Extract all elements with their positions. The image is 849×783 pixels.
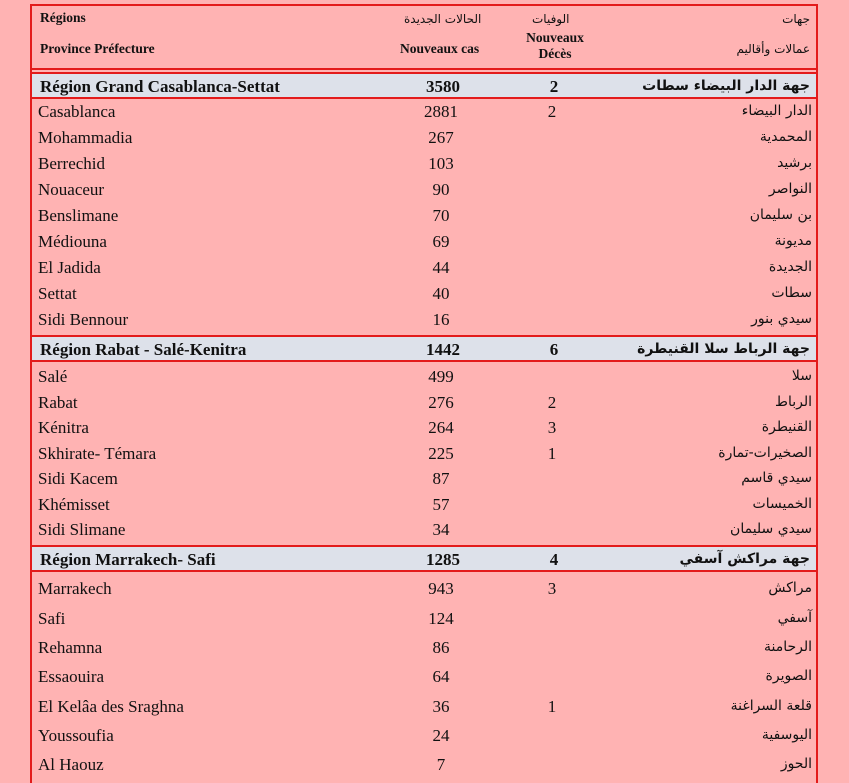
province-cases: 225 xyxy=(428,444,454,463)
province-cases: 70 xyxy=(432,206,450,225)
province-cases: 276 xyxy=(428,393,454,412)
region-cases: 3580 xyxy=(426,77,460,96)
province-deaths: 2 xyxy=(547,102,557,121)
province-deaths: 3 xyxy=(547,418,557,437)
province-cases: 36 xyxy=(432,697,450,716)
province-name-ar: المحمدية xyxy=(759,129,812,145)
header-deaths-ar: الوفيات xyxy=(532,12,570,26)
province-name: Al Haouz xyxy=(38,755,104,774)
table-row xyxy=(30,152,818,177)
header-cases-fr: Nouveaux cas xyxy=(400,41,480,56)
province-name: Salé xyxy=(38,367,68,386)
province-name: Skhirate- Témara xyxy=(38,444,157,463)
table-row xyxy=(30,577,818,602)
province-name-ar: سلا xyxy=(791,368,812,384)
table-row xyxy=(30,391,818,416)
province-name: Nouaceur xyxy=(38,180,105,199)
table-row xyxy=(30,724,818,749)
province-name: Essaouira xyxy=(38,667,105,686)
province-cases: 7 xyxy=(436,755,446,774)
table-row xyxy=(30,178,818,203)
province-cases: 90 xyxy=(432,180,450,199)
province-name-ar: اليوسفية xyxy=(761,727,812,743)
table-row xyxy=(30,753,818,778)
province-deaths: 3 xyxy=(547,579,557,598)
region-name: Région Rabat - Salé-Kenitra xyxy=(40,340,247,359)
province-name-ar: سيدي سليمان xyxy=(730,521,812,537)
province-name-ar: الصخيرات-تمارة xyxy=(718,445,812,461)
table-row xyxy=(30,442,818,467)
table-row xyxy=(30,695,818,720)
province-deaths: 1 xyxy=(547,697,557,716)
province-name-ar: مديونة xyxy=(774,233,812,249)
province-cases: 34 xyxy=(432,520,450,539)
region-cases: 1285 xyxy=(426,550,460,569)
province-cases: 86 xyxy=(432,638,450,657)
table-row xyxy=(30,493,818,518)
province-cases: 124 xyxy=(428,609,454,628)
province-cases: 264 xyxy=(428,418,454,437)
header-deaths-fr: Nouveaux Décès xyxy=(526,30,584,61)
region-name-ar: جهة مراكش آسفي xyxy=(679,551,810,567)
province-name: Khémisset xyxy=(38,495,110,514)
province-cases: 44 xyxy=(432,258,450,277)
province-name-ar: الدار البيضاء xyxy=(741,103,812,119)
province-name: Safi xyxy=(38,609,66,628)
province-cases: 69 xyxy=(432,232,450,251)
table-row xyxy=(30,230,818,255)
region-deaths: 2 xyxy=(549,77,559,96)
province-cases: 267 xyxy=(428,128,454,147)
province-name: Sidi Bennour xyxy=(38,310,129,329)
province-name-ar: برشيد xyxy=(777,155,812,171)
province-cases: 40 xyxy=(432,284,450,303)
province-name-ar: سيدي بنور xyxy=(751,311,812,327)
header-cases-ar: الحالات الجديدة xyxy=(404,12,482,26)
region-cases: 1442 xyxy=(426,340,460,359)
province-name-ar: القنيطرة xyxy=(761,419,812,435)
province-name-ar: الصويرة xyxy=(765,668,812,684)
province-name: Berrechid xyxy=(38,154,106,173)
header-regions-ar: جهات xyxy=(782,12,810,26)
province-deaths: 2 xyxy=(547,393,557,412)
table-row xyxy=(30,518,818,543)
province-name: Benslimane xyxy=(38,206,119,225)
table-row xyxy=(30,665,818,690)
province-name: Sidi Kacem xyxy=(38,469,118,488)
region-deaths: 4 xyxy=(549,550,559,569)
province-name-ar: الرحامنة xyxy=(763,639,812,655)
province-name-ar: الحوز xyxy=(780,756,812,772)
province-name: Marrakech xyxy=(38,579,112,598)
region-name-ar: جهة الدار البيضاء سطات xyxy=(642,78,810,94)
province-name: Rabat xyxy=(38,393,78,412)
province-name: Kénitra xyxy=(38,418,89,437)
province-cases: 16 xyxy=(432,310,450,329)
province-cases: 103 xyxy=(428,154,454,173)
province-cases: 87 xyxy=(432,469,450,488)
province-name: Médiouna xyxy=(38,232,107,251)
province-name-ar: آسفي xyxy=(777,610,812,626)
region-name: Région Marrakech- Safi xyxy=(40,550,216,569)
province-name: El Kelâa des Sraghna xyxy=(38,697,184,716)
table-row xyxy=(30,256,818,281)
province-name: Rehamna xyxy=(38,638,103,657)
province-name-ar: الرباط xyxy=(775,394,812,410)
region-row xyxy=(30,72,818,99)
province-name-ar: النواصر xyxy=(768,181,812,197)
province-name: Settat xyxy=(38,284,77,303)
province-name-ar: مراكش xyxy=(768,580,812,596)
table-row xyxy=(30,100,818,125)
province-name-ar: بن سليمان xyxy=(749,207,812,223)
province-name-ar: سيدي قاسم xyxy=(741,470,812,486)
province-deaths: 1 xyxy=(547,444,557,463)
province-cases: 57 xyxy=(432,495,450,514)
province-name: Casablanca xyxy=(38,102,116,121)
header-province-ar: عمالات وأقاليم xyxy=(736,42,810,56)
province-name-ar: قلعة السراغنة xyxy=(730,698,812,714)
province-cases: 943 xyxy=(428,579,454,598)
table-row xyxy=(30,467,818,492)
province-name-ar: الجديدة xyxy=(768,259,812,275)
province-cases: 2881 xyxy=(424,102,458,121)
region-deaths: 6 xyxy=(549,340,559,359)
header-province-fr: Province Préfecture xyxy=(40,41,155,56)
table-row xyxy=(30,416,818,441)
region-row xyxy=(30,335,818,362)
table-header xyxy=(30,4,818,70)
table-row xyxy=(30,204,818,229)
province-name: Sidi Slimane xyxy=(38,520,126,539)
province-name: El Jadida xyxy=(38,258,101,277)
province-name-ar: سطات xyxy=(771,285,812,301)
province-name: Youssoufia xyxy=(38,726,114,745)
table-row xyxy=(30,308,818,333)
table-row xyxy=(30,282,818,307)
province-name: Mohammadia xyxy=(38,128,133,147)
province-cases: 499 xyxy=(428,367,454,386)
region-name: Région Grand Casablanca-Settat xyxy=(40,77,280,96)
table-row xyxy=(30,126,818,151)
table-row xyxy=(30,607,818,632)
region-name-ar: جهة الرباط سلا القنيطرة xyxy=(637,341,810,357)
province-name-ar: الخميسات xyxy=(752,496,812,512)
header-regions-fr: Régions xyxy=(40,10,86,25)
province-cases: 64 xyxy=(432,667,450,686)
region-row xyxy=(30,545,818,572)
table-row xyxy=(30,365,818,390)
province-cases: 24 xyxy=(432,726,450,745)
table-row xyxy=(30,636,818,661)
